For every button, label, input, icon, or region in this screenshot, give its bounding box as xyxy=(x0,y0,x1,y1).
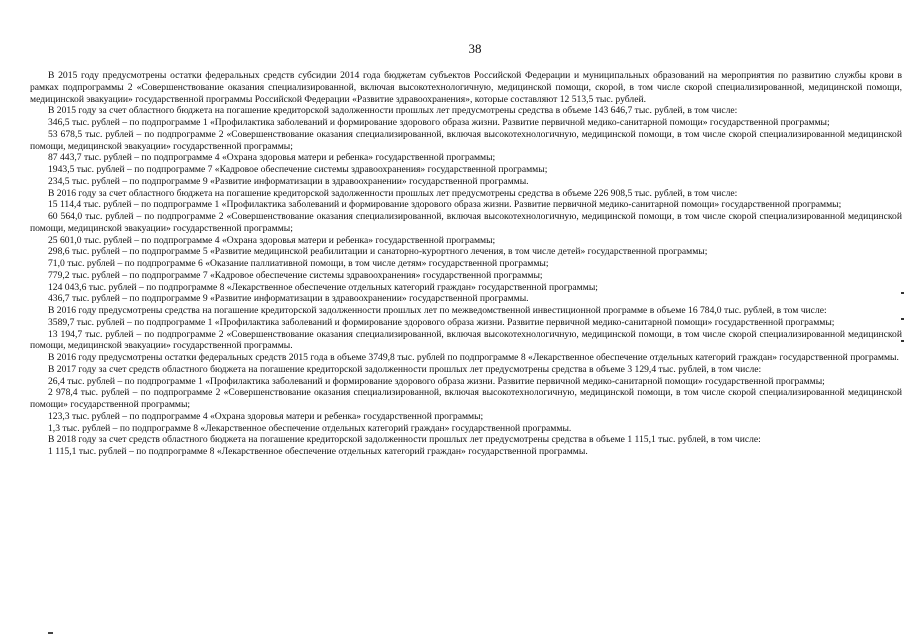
list-item: 26,4 тыс. рублей – по подпрограмме 1 «Профилактика заболеваний и формирование здорового образа жизни. Развитие первичной медико-санитарной помощи» государственной программы; xyxy=(48,375,825,387)
paragraph-2015-regional-total: В 2015 году за счет областного бюджета на погашение кредиторской задолженности прошлых лет предусмотрены средства в объеме 143 646,7 тыс. рублей, в том числе: xyxy=(48,105,738,117)
document-body xyxy=(30,70,902,458)
list-item: 298,6 тыс. рублей – по подпрограмме 5 «Развитие медицинской реабилитации и санаторно-курортного лечения, в том числе детей» государственной программы; xyxy=(48,246,708,258)
list-item: 15 114,4 тыс. рублей – по подпрограмме 1 «Профилактика заболеваний и формирование здорового образа жизни. Развитие первичной медико-санитарной помощи» государственной программы; xyxy=(48,199,842,211)
list-item: 87 443,7 тыс. рублей – по подпрограмме 4 «Охрана здоровья матери и ребенка» государственной программы; xyxy=(48,152,496,164)
list-item: 71,0 тыс. рублей – по подпрограмме 6 «Оказание паллиативной помощи, в том числе детям» государственной программы; xyxy=(48,258,549,269)
paragraph-2015-federal-remainder: В 2015 году предусмотрены остатки федеральных средств субсидии 2014 года бюджетам субъектов Российской Федерации и муниципальных образований на мероприятия по развитию службы крови в рамках подпрограммы 2 «Совершенствование оказания специализированной, включая высокотехнологичную, медицинской помощи, скорой, в том числе скорой специализированной, медицинской помощи, медицинской эвакуации» государственной программы Российской Федерации «Развитие здравоохранения», которые составляют 12 513,5 тыс. рублей. xyxy=(30,70,902,105)
paragraph-2018-regional-total: В 2018 году за счет средств областного бюджета на погашение кредиторской задолженности прошлых лет предусмотрены средства в объеме 1 115,1 тыс. рублей, в том числе: xyxy=(48,434,761,446)
list-item: 123,3 тыс. рублей – по подпрограмме 4 «Охрана здоровья матери и ребенка» государственной программы; xyxy=(48,410,484,422)
list-item: 2 978,4 тыс. рублей – по подпрограмме 2 «Совершенствование оказания специализированной, включая высокотехнологичную, медицинской помощи, в том числе скорой специализированной медицинской помощи» государственной программы; xyxy=(30,387,902,410)
list-item: 1,3 тыс. рублей – по подпрограмме 8 «Лекарственное обеспечение отдельных категорий граждан» государственной программы. xyxy=(48,422,572,434)
list-item: 3589,7 тыс. рублей – по подпрограмме 1 «Профилактика заболеваний и формирование здорового образа жизни. Развитие первичной медико-санитарной помощи» государственной программы; xyxy=(48,316,835,328)
list-item: 346,5 тыс. рублей – по подпрограмме 1 «Профилактика заболеваний и формирование здорового образа жизни. Развитие первичной медико-санитарной помощи» государственной программы; xyxy=(48,117,830,128)
list-item: 25 601,0 тыс. рублей – по подпрограмме 4 «Охрана здоровья матери и ребенка» государственной программы; xyxy=(48,234,496,246)
list-item: 779,2 тыс. рублей – по подпрограмме 7 «Кадровое обеспечение системы здравоохранения» государственной программы; xyxy=(48,269,543,281)
list-item: 60 564,0 тыс. рублей – по подпрограмме 2 «Совершенствование оказания специализированной, включая высокотехнологичную, медицинской помощи, в том числе скорой специализированной медицинской помощи, медицинской эвакуации» государственной программы; xyxy=(30,211,902,234)
list-item: 1 115,1 тыс. рублей – по подпрограмме 8 «Лекарственное обеспечение отдельных категорий граждан» государственной программы. xyxy=(48,446,588,457)
scan-edge-mark xyxy=(901,318,904,320)
list-item: 53 678,5 тыс. рублей – по подпрограмме 2 «Совершенствование оказания специализированной, включая высокотехнологичную, медицинской помощи, в том числе скорой специализированной медицинской помощи, медицинской эвакуации» государственной программы; xyxy=(30,128,902,152)
page-number: 38 xyxy=(468,41,482,56)
paragraph-2017-regional-total: В 2017 году за счет средств областного бюджета на погашение кредиторской задолженности прошлых лет предусмотрены средства в объеме 3 129,4 тыс. рублей, в том числе: xyxy=(48,363,762,375)
paragraph-2016-regional-total: В 2016 году за счет областного бюджета на погашение кредиторской задолженности прошлых лет предусмотрены средства в объеме 226 908,5 тыс. рублей, в том числе: xyxy=(48,187,738,199)
scan-edge-mark xyxy=(901,340,904,342)
list-item: 436,7 тыс. рублей – по подпрограмме 9 «Развитие информатизации в здравоохранении» государственной программы. xyxy=(48,293,529,305)
paragraph-2016-federal-remainder: В 2016 году предусмотрены остатки федеральных средств 2015 года в объеме 3749,8 тыс. рублей по подпрограмме 8 «Лекарственное обеспечение отдельных категорий граждан» государственной программы. xyxy=(48,352,899,363)
list-item: 124 043,6 тыс. рублей – по подпрограмме 8 «Лекарственное обеспечение отдельных категорий граждан» государственной программы; xyxy=(48,281,598,293)
scan-artifact-mark xyxy=(48,632,53,634)
paragraph-2016-investment-program: В 2016 году предусмотрены средства на погашение кредиторской задолженности прошлых лет по межведомственной инвестиционной программе в объеме 16 784,0 тыс. рублей, в том числе: xyxy=(48,305,827,316)
scan-edge-mark xyxy=(901,292,904,294)
list-item: 13 194,7 тыс. рублей – по подпрограмме 2 «Совершенствование оказания специализированной, включая высокотехнологичную, медицинской помощи, в том числе скорой специализированной медицинской помощи, медицинской эвакуации» государственной программы. xyxy=(30,328,902,352)
list-item: 1943,5 тыс. рублей – по подпрограмме 7 «Кадровое обеспечение системы здравоохранения» государственной программы; xyxy=(48,164,548,175)
list-item: 234,5 тыс. рублей – по подпрограмме 9 «Развитие информатизации в здравоохранении» государственной программы. xyxy=(48,175,529,187)
